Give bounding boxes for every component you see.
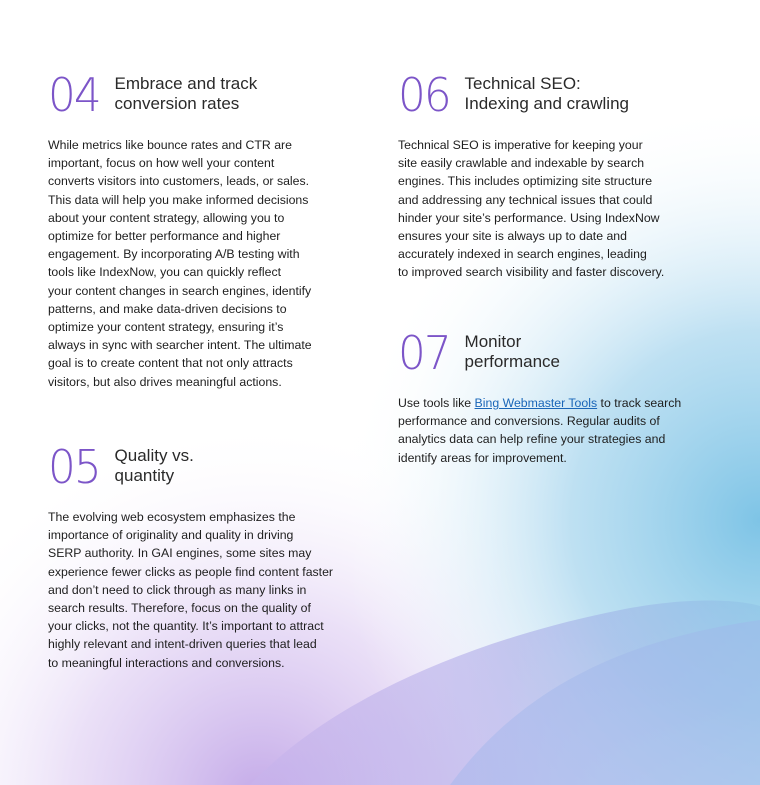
section-05 bbox=[48, 440, 368, 672]
body-line: goal is to create content that not only attracts bbox=[48, 356, 293, 371]
body-text: to track search bbox=[597, 396, 682, 410]
body-line: Technical SEO is imperative for keeping your bbox=[398, 138, 643, 152]
body-line-with-link bbox=[398, 394, 718, 412]
section-07 bbox=[398, 326, 718, 467]
section-number: 04 bbox=[48, 68, 100, 122]
body-line: The evolving web ecosystem emphasizes the bbox=[48, 510, 296, 524]
body-line: optimize your content strategy, ensuring it’s bbox=[48, 320, 284, 335]
section-title-line: Monitor bbox=[464, 332, 522, 351]
body-line: tools like IndexNow, you can quickly reflect bbox=[48, 265, 282, 280]
body-line: search results. Therefore, focus on the quality of bbox=[48, 601, 311, 616]
body-line: about your content strategy, allowing you to bbox=[48, 210, 285, 225]
section-title bbox=[465, 330, 560, 372]
section-number: 05 bbox=[48, 440, 100, 494]
bing-webmaster-tools-link[interactable]: Bing Webmaster Tools bbox=[474, 396, 598, 410]
section-title-line: Technical SEO: bbox=[464, 74, 581, 93]
body-line: performance and conversions. Regular audits of bbox=[398, 414, 660, 429]
section-title bbox=[115, 444, 194, 486]
body-line: analytics data can help refine your strategies and bbox=[398, 432, 666, 447]
body-line: hinder your site’s performance. Using IndexNow bbox=[398, 210, 660, 225]
section-title bbox=[465, 72, 629, 114]
body-line: patterns, and make data-driven decisions to bbox=[48, 301, 287, 316]
section-04 bbox=[48, 68, 368, 391]
body-line: highly relevant and intent-driven queries that lead bbox=[48, 637, 317, 652]
section-body bbox=[48, 136, 368, 391]
body-line: optimize for better performance and higher bbox=[48, 229, 281, 244]
section-body bbox=[398, 394, 718, 467]
section-number: 06 bbox=[398, 68, 450, 122]
body-line: to meaningful interactions and conversions. bbox=[48, 655, 285, 670]
section-header bbox=[48, 440, 368, 494]
body-line: experience fewer clicks as people find content faster bbox=[48, 564, 334, 579]
body-line: your content changes in search engines, identify bbox=[48, 283, 312, 298]
section-title-line: conversion rates bbox=[114, 94, 240, 113]
body-line: and don’t need to click through as many links in bbox=[48, 582, 307, 597]
body-line: and addressing any technical issues that could bbox=[398, 192, 653, 207]
section-06 bbox=[398, 68, 718, 282]
body-line: your clicks, not the quantity. It’s important to attract bbox=[48, 619, 324, 634]
body-line: importance of originality and quality in driving bbox=[48, 528, 294, 543]
body-line: site easily crawlable and indexable by search bbox=[398, 156, 645, 171]
section-title-line: Indexing and crawling bbox=[464, 94, 629, 113]
body-line: engines. This includes optimizing site structure bbox=[398, 174, 653, 189]
section-header bbox=[48, 68, 368, 122]
section-number: 07 bbox=[398, 326, 450, 380]
body-line: to improved search visibility and faster discovery. bbox=[398, 265, 665, 280]
section-body bbox=[398, 136, 718, 282]
section-header bbox=[398, 326, 718, 380]
body-text: Use tools like bbox=[398, 396, 475, 410]
body-line: This data will help you make informed decisions bbox=[48, 192, 309, 207]
section-title-line: Quality vs. bbox=[114, 446, 194, 465]
body-line: visitors, but also drives meaningful actions. bbox=[48, 374, 282, 389]
section-title bbox=[115, 72, 258, 114]
body-line: While metrics like bounce rates and CTR are bbox=[48, 138, 292, 152]
body-line: identify areas for improvement. bbox=[398, 450, 567, 465]
section-title-line: Embrace and track bbox=[114, 74, 258, 93]
section-title-line: quantity bbox=[114, 466, 175, 485]
section-body bbox=[48, 508, 368, 672]
body-line: SERP authority. In GAI engines, some sites may bbox=[48, 546, 312, 561]
section-header bbox=[398, 68, 718, 122]
body-line: accurately indexed in search engines, leading bbox=[398, 247, 647, 262]
body-line: always in sync with searcher intent. The ultimate bbox=[48, 338, 312, 353]
body-line: ensures your site is always up to date and bbox=[398, 229, 627, 244]
body-line: converts visitors into customers, leads, or sales. bbox=[48, 174, 310, 189]
body-line: important, focus on how well your content bbox=[48, 156, 275, 171]
body-line: engagement. By incorporating A/B testing with bbox=[48, 247, 300, 262]
section-title-line: performance bbox=[464, 352, 560, 371]
